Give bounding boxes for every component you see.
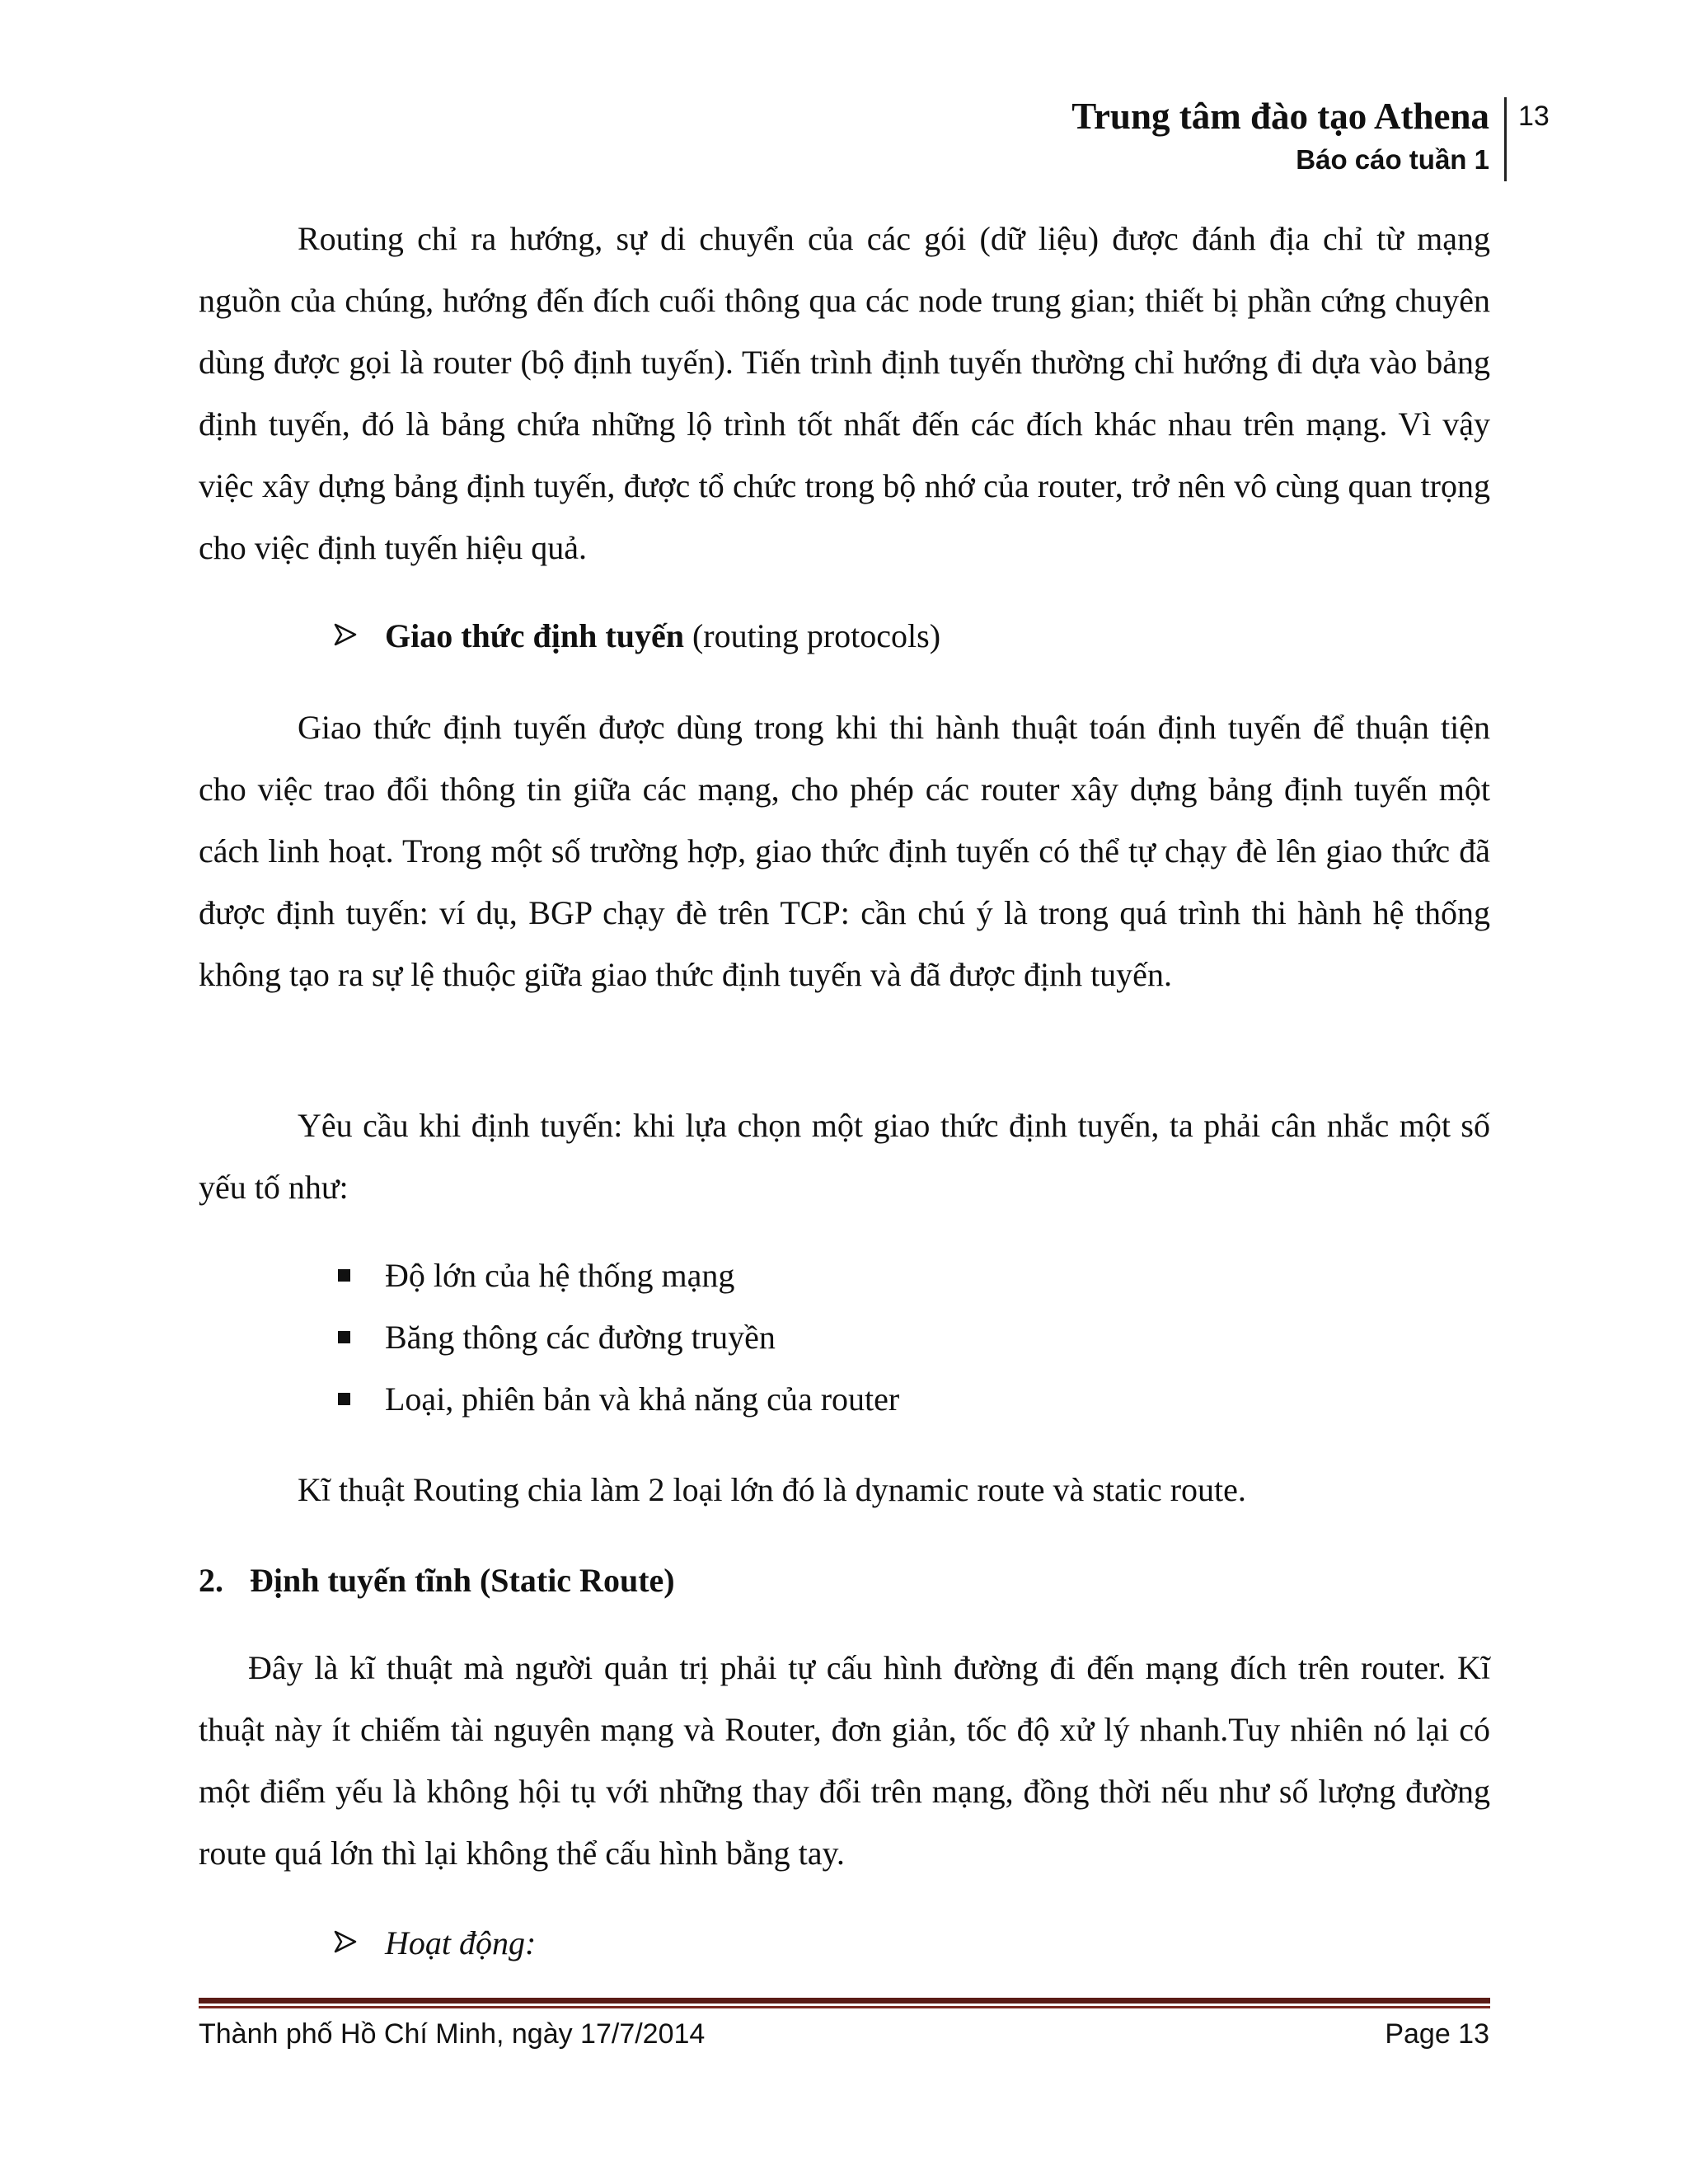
list-item: Loại, phiên bản và khả năng của router <box>385 1380 900 1418</box>
footer-location-date: Thành phố Hồ Chí Minh, ngày 17/7/2014 <box>199 2018 706 2050</box>
footer-page-label: Page 13 <box>1385 2018 1489 2050</box>
subheading-italic-text: Hoạt động: <box>385 1924 537 1961</box>
list-item: Độ lớn của hệ thống mạng <box>385 1257 735 1294</box>
square-bullet-icon <box>338 1393 350 1405</box>
section-heading-static-route <box>199 1549 675 1611</box>
header-page-number: 13 <box>1518 101 1550 132</box>
footer-divider-thin <box>199 2006 1490 2008</box>
header-subtitle: Báo cáo tuần 1 <box>1296 144 1489 175</box>
paragraph-routing-types: Kĩ thuật Routing chia làm 2 loại lớn đó là dynamic route và static route. <box>298 1471 1246 1508</box>
section-title: Định tuyến tĩnh (Static Route) <box>250 1562 675 1599</box>
header-divider <box>1504 97 1507 181</box>
paragraph-static-route: Đây là kĩ thuật mà người quản trị phải tự cấu hình đường đi đến mạng đích trên router. Kĩ thuật này ít chiếm tài nguyên mạng và Router, đơn giản, tốc độ xử lý nhanh.Tuy nhiên nó lại có một điểm yếu là không hội tụ với những thay đổi trên mạng, đồng thời nếu như số lượng đường route quá lớn thì lại không thể cấu hình bằng tay. <box>199 1649 1490 1872</box>
header-title: Trung tâm đào tạo Athena <box>1071 96 1489 137</box>
list-item: Băng thông các đường truyền <box>385 1319 776 1356</box>
section-number: 2. <box>199 1562 223 1599</box>
subheading-operation <box>334 1912 537 1974</box>
paragraph-routing-protocols: Giao thức định tuyến được dùng trong khi thi hành thuật toán định tuyến để thuận tiện cho việc trao đổi thông tin giữa các mạng, cho phép các router xây dựng bảng định tuyến một cách linh hoạt. Trong một số trường hợp, giao thức định tuyến có thể tự chạy đè lên giao thức đã được định tuyến: ví dụ, BGP chạy đè trên TCP: cần chú ý là trong quá trình thi hành hệ thống không tạo ra sự lệ thuộc giữa giao thức định tuyến và đã được định tuyến. <box>199 709 1490 993</box>
subheading-routing-protocols <box>334 605 941 667</box>
paragraph-requirements: Yêu cầu khi định tuyến: khi lựa chọn một giao thức định tuyến, ta phải cân nhắc một số yếu tố như: <box>199 1107 1490 1206</box>
paragraph-routing-intro: Routing chỉ ra hướng, sự di chuyển của các gói (dữ liệu) được đánh địa chỉ từ mạng nguồn của chúng, hướng đến đích cuối thông qua các node trung gian; thiết bị phần cứng chuyên dùng được gọi là router (bộ định tuyến). Tiến trình định tuyến thường chỉ hướng đi dựa vào bảng định tuyến, đó là bảng chứa những lộ trình tốt nhất đến các đích khác nhau trên mạng. Vì vậy việc xây dựng bảng định tuyến, được tổ chức trong bộ nhớ của router, trở nên vô cùng quan trọng cho việc định tuyến hiệu quả. <box>199 220 1490 566</box>
subheading-rest-text: (routing protocols) <box>683 617 941 654</box>
subheading-bold-text: Giao thức định tuyến <box>385 617 684 654</box>
arrow-bullet-icon <box>334 1912 362 1974</box>
footer-divider-thick <box>199 1998 1490 2004</box>
square-bullet-icon <box>338 1269 350 1282</box>
square-bullet-icon <box>338 1331 350 1343</box>
arrow-bullet-icon <box>334 605 362 667</box>
